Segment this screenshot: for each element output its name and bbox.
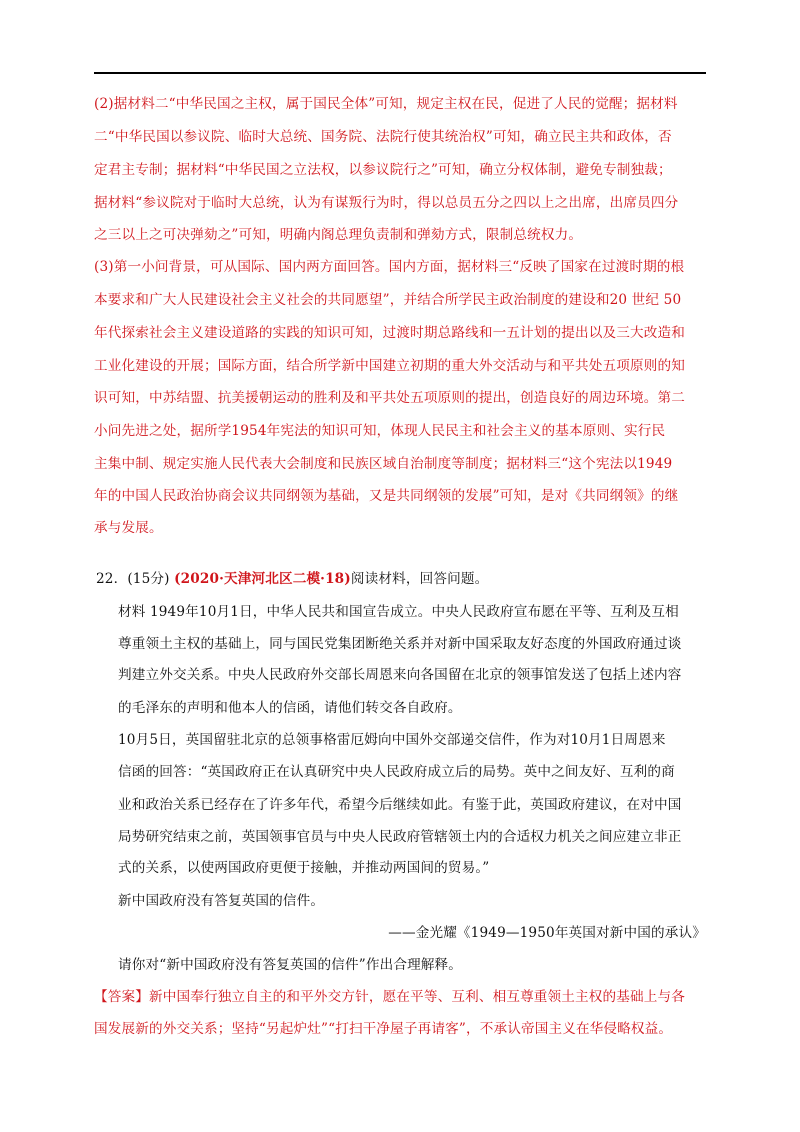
material-line: 信函的回答：“英国政府正在认真研究中央人民政府成立后的局势。英中之间友好、互利的商	[118, 764, 675, 780]
material-line: 材料 1949年10月1日，中华人民共和国宣告成立。中央人民政府宣布愿在平等、互利及互相	[118, 604, 679, 620]
answer-tag: 【答案】	[94, 989, 149, 1005]
question-header	[96, 569, 488, 589]
question-source: (2020·天津河北区二模·18)	[174, 571, 351, 587]
answer-text: 新中国奉行独立自主的和平外交方针，愿在平等、互利、相互尊重领土主权的基础上与各	[148, 989, 685, 1005]
question-number: 22．(15分)	[96, 571, 170, 587]
material-line: 尊重领土主权的基础上，同与国民党集团断绝关系并对新中国采取友好态度的外国政府通过谈	[118, 636, 682, 652]
material-line: 业和政治关系已经存在了许多年代，希望今后继续如此。有鉴于此，英国政府建议，在对中国	[118, 797, 682, 813]
answer-line: 国发展新的外交关系；坚持“另起炉灶”“打扫干净屋子再请客”，不承认帝国主义在华侵略权益。	[94, 1021, 673, 1037]
answer-part2-line: 之三以上之可决弹劾之”可知，明确内阁总理负责制和弹劾方式，限制总统权力。	[94, 227, 583, 243]
answer-part3-line: 本要求和广大人民建设社会主义社会的共同愿望”，并结合所学民主政治制度的建设和20 世纪 50	[94, 292, 682, 308]
answer-part3-line: 小问先进之处，据所学1954年宪法的知识可知，体现人民民主和社会主义的基本原则、实行民	[94, 423, 666, 439]
task-prompt: 请你对“新中国政府没有答复英国的信件”作出合理解释。	[118, 957, 463, 973]
answer-part2-line: 二“中华民国以参议院、临时大总统、国务院、法院行使其统治权”可知，确立民主共和政体，否	[94, 129, 672, 145]
material-line: 式的关系，以使两国政府更便于接触，并推动两国间的贸易。”	[118, 860, 490, 876]
question-prompt: 阅读材料，回答问题。	[350, 571, 489, 587]
answer-part3-line: 年的中国人民政治协商会议共同纲领为基础，又是共同纲领的发展”可知，是对《共同纲领》的继	[94, 488, 679, 504]
answer-part3-line: 工业化建设的开展；国际方面，结合所学新中国建立初期的重大外交活动与和平共处五项原则的知	[94, 358, 685, 374]
answer-part2-line: 定君主专制；据材料“中华民国之立法权，以参议院行之”可知，确立分权体制，避免专制独裁；	[94, 162, 672, 178]
material-line: 判建立外交关系。中央人民政府外交部长周恩来向各国留在北京的领事馆发送了包括上述内容	[118, 667, 682, 683]
answer-part2-line: (2)据材料二“中华民国之主权，属于国民全体”可知，规定主权在民，促进了人民的觉醒；据材料	[94, 96, 678, 112]
material-line: 局势研究结束之前，英国领事官员与中央人民政府管辖领土内的合适权力机关之间应建立非正	[118, 829, 682, 845]
answer-part3-line: 年代探索社会主义建设道路的实践的知识可知，过渡时期总路线和一五计划的提出以及三大改造和	[94, 325, 685, 341]
material-line: 10月5日，英国留驻北京的总领事格雷厄姆向中国外交部递交信件，作为对10月1日周恩来	[118, 732, 666, 748]
answer-part2-line: 据材料“参议院对于临时大总统，认为有谋叛行为时，得以总员五分之四以上之出席，出席员四分	[94, 195, 679, 211]
answer-part3-line: (3)第一小问背景，可从国际、国内两方面回答。国内方面，据材料三“反映了国家在过渡时期的根	[94, 259, 685, 275]
material-line: 新中国政府没有答复英国的信件。	[118, 893, 325, 909]
material-line: 的毛泽东的声明和他本人的信函，请他们转交各自政府。	[118, 700, 462, 716]
answer-part3-line: 承与发展。	[94, 520, 163, 536]
answer-part3-line: 主集中制、规定实施人民代表大会制度和民族区域自治制度等制度；据材料三“这个宪法以1949	[94, 456, 673, 472]
citation: ——金光耀《1949—1950年英国对新中国的承认》	[388, 925, 706, 941]
answer-line	[94, 987, 685, 1007]
answer-part3-line: 识可知，中苏结盟、抗美援朝运动的胜利及和平共处五项原则的提出，创造良好的周边环境。第二	[94, 390, 685, 406]
header-rule	[94, 72, 706, 74]
